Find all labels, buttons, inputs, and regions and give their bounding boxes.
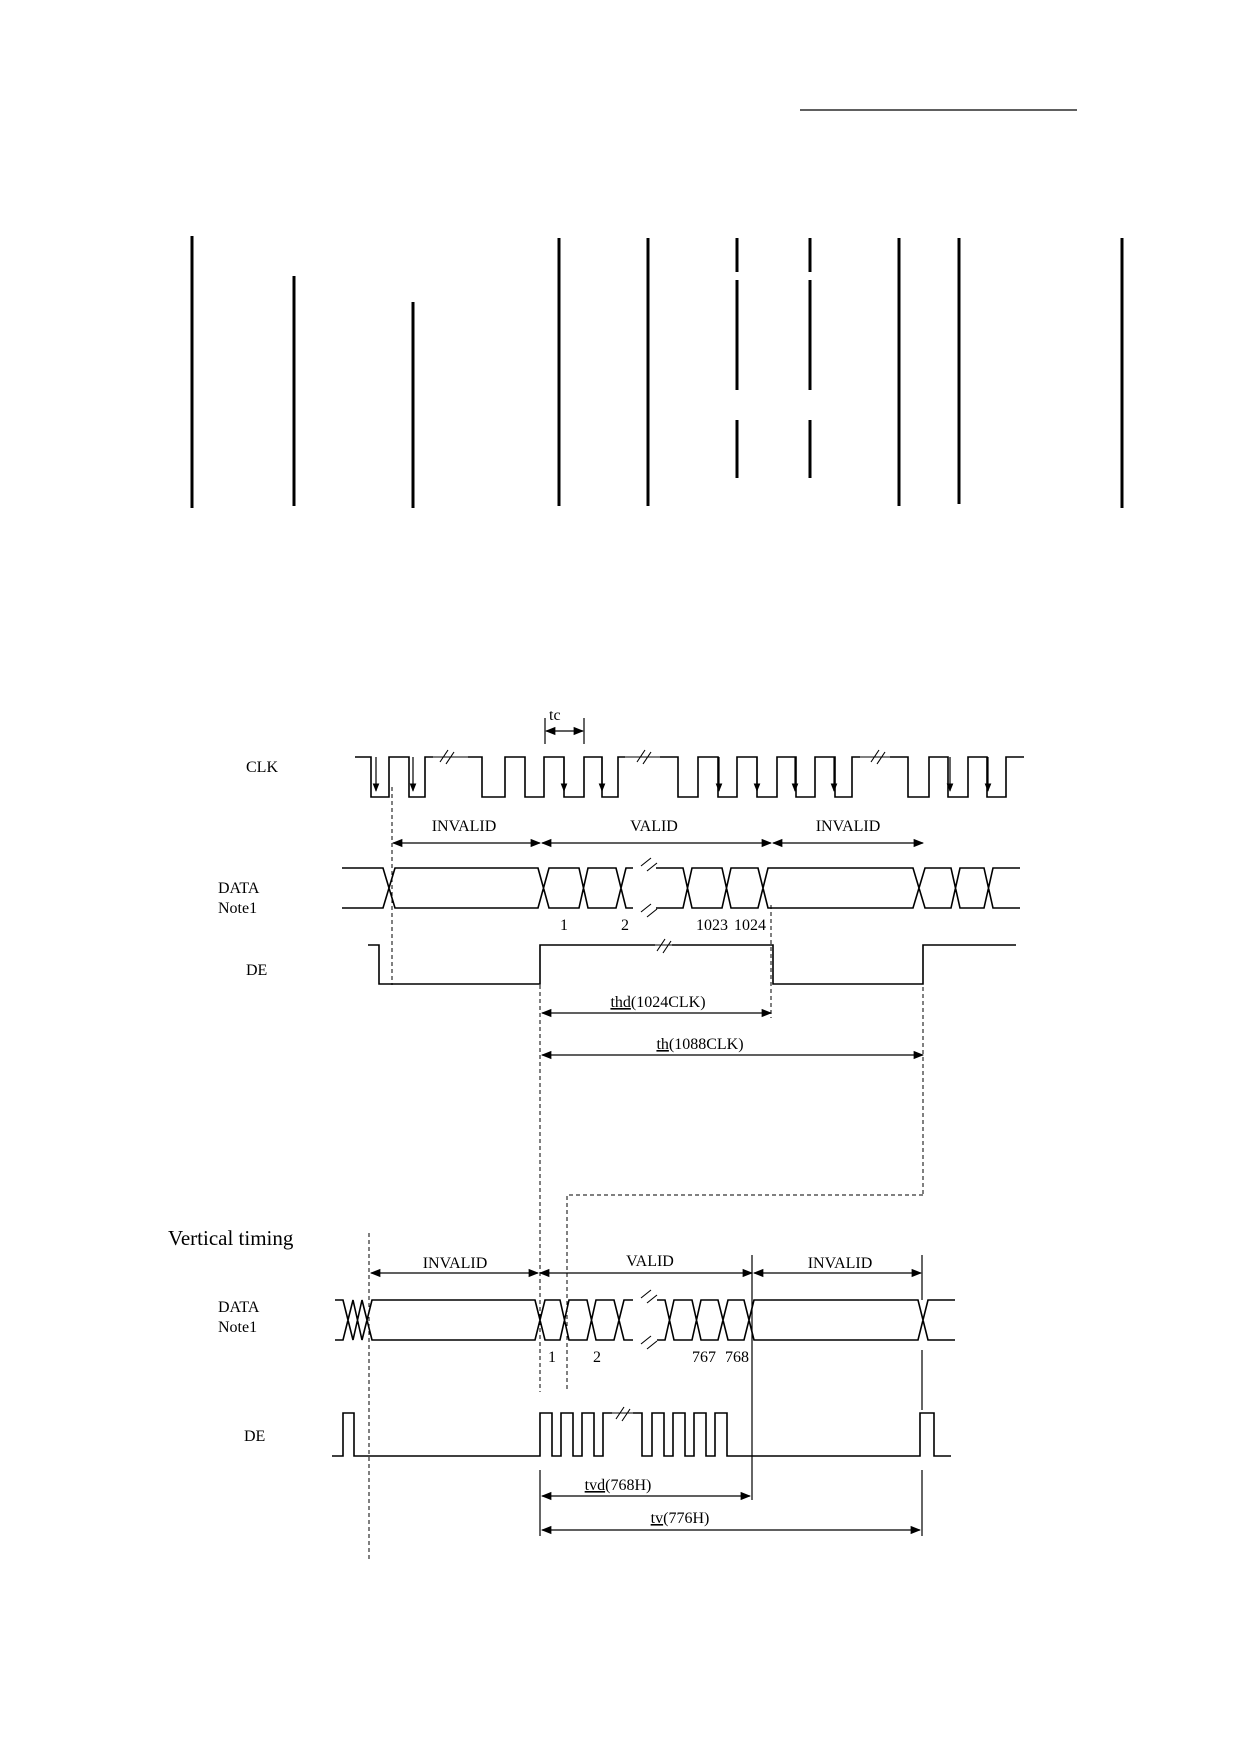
thd-label: thd(1024CLK) <box>610 994 706 1011</box>
de-waveform <box>368 945 1016 984</box>
clk-waveform <box>355 757 1024 797</box>
v-data-label: DATA <box>218 1299 260 1316</box>
data-index-1023: 1023 <box>696 917 728 934</box>
tvd-dimension <box>542 1477 750 1496</box>
data-note-label: Note1 <box>218 900 258 917</box>
de-label: DE <box>246 962 268 979</box>
clk-label: CLK <box>246 759 278 776</box>
segment-invalid-1: INVALID <box>431 818 497 835</box>
v-segment-invalid-2: INVALID <box>807 1255 873 1272</box>
data-waveform <box>342 868 1020 908</box>
v-data-index-767: 767 <box>692 1349 716 1366</box>
v-data-index-768: 768 <box>725 1349 749 1366</box>
v-data-index-2: 2 <box>593 1349 601 1366</box>
data-indices <box>560 917 766 934</box>
v-data-waveform <box>335 1300 955 1340</box>
v-data-note-label: Note1 <box>218 1319 258 1336</box>
v-de-label: DE <box>244 1428 266 1445</box>
th-label: th(1088CLK) <box>656 1036 744 1053</box>
vertical-segments <box>371 1253 921 1273</box>
v-de-break <box>612 1407 633 1421</box>
data-index-1024: 1024 <box>734 917 766 934</box>
segment-valid: VALID <box>630 818 678 835</box>
v-data-breaks <box>641 1290 657 1349</box>
vertical-guides <box>369 1233 922 1560</box>
data-index-2: 2 <box>621 917 629 934</box>
data-index-1: 1 <box>560 917 568 934</box>
data-breaks <box>641 858 657 917</box>
th-dimension <box>542 1036 923 1055</box>
v-data-indices <box>548 1349 749 1366</box>
v-segment-invalid-1: INVALID <box>422 1255 488 1272</box>
tv-dimension <box>542 1510 920 1530</box>
v-data-index-1: 1 <box>548 1349 556 1366</box>
thd-dimension <box>542 994 771 1013</box>
tvd-label: tvd(768H) <box>584 1477 652 1494</box>
segment-invalid-2: INVALID <box>815 818 881 835</box>
tc-label: tc <box>549 707 561 724</box>
v-de-waveform <box>332 1413 951 1456</box>
vertical-timing <box>168 1226 955 1560</box>
v-segment-valid: VALID <box>626 1253 674 1270</box>
data-label: DATA <box>218 880 260 897</box>
table-column-rules <box>192 236 1122 508</box>
tv-label: tv(776H) <box>650 1510 710 1527</box>
de-break <box>655 939 672 953</box>
horizontal-timing <box>218 707 1024 1195</box>
horizontal-guides <box>392 787 923 1195</box>
tc-dimension <box>545 707 584 744</box>
vertical-timing-title: Vertical timing <box>168 1226 294 1250</box>
horizontal-segments <box>393 818 923 843</box>
clk-sample-arrows <box>376 757 988 791</box>
